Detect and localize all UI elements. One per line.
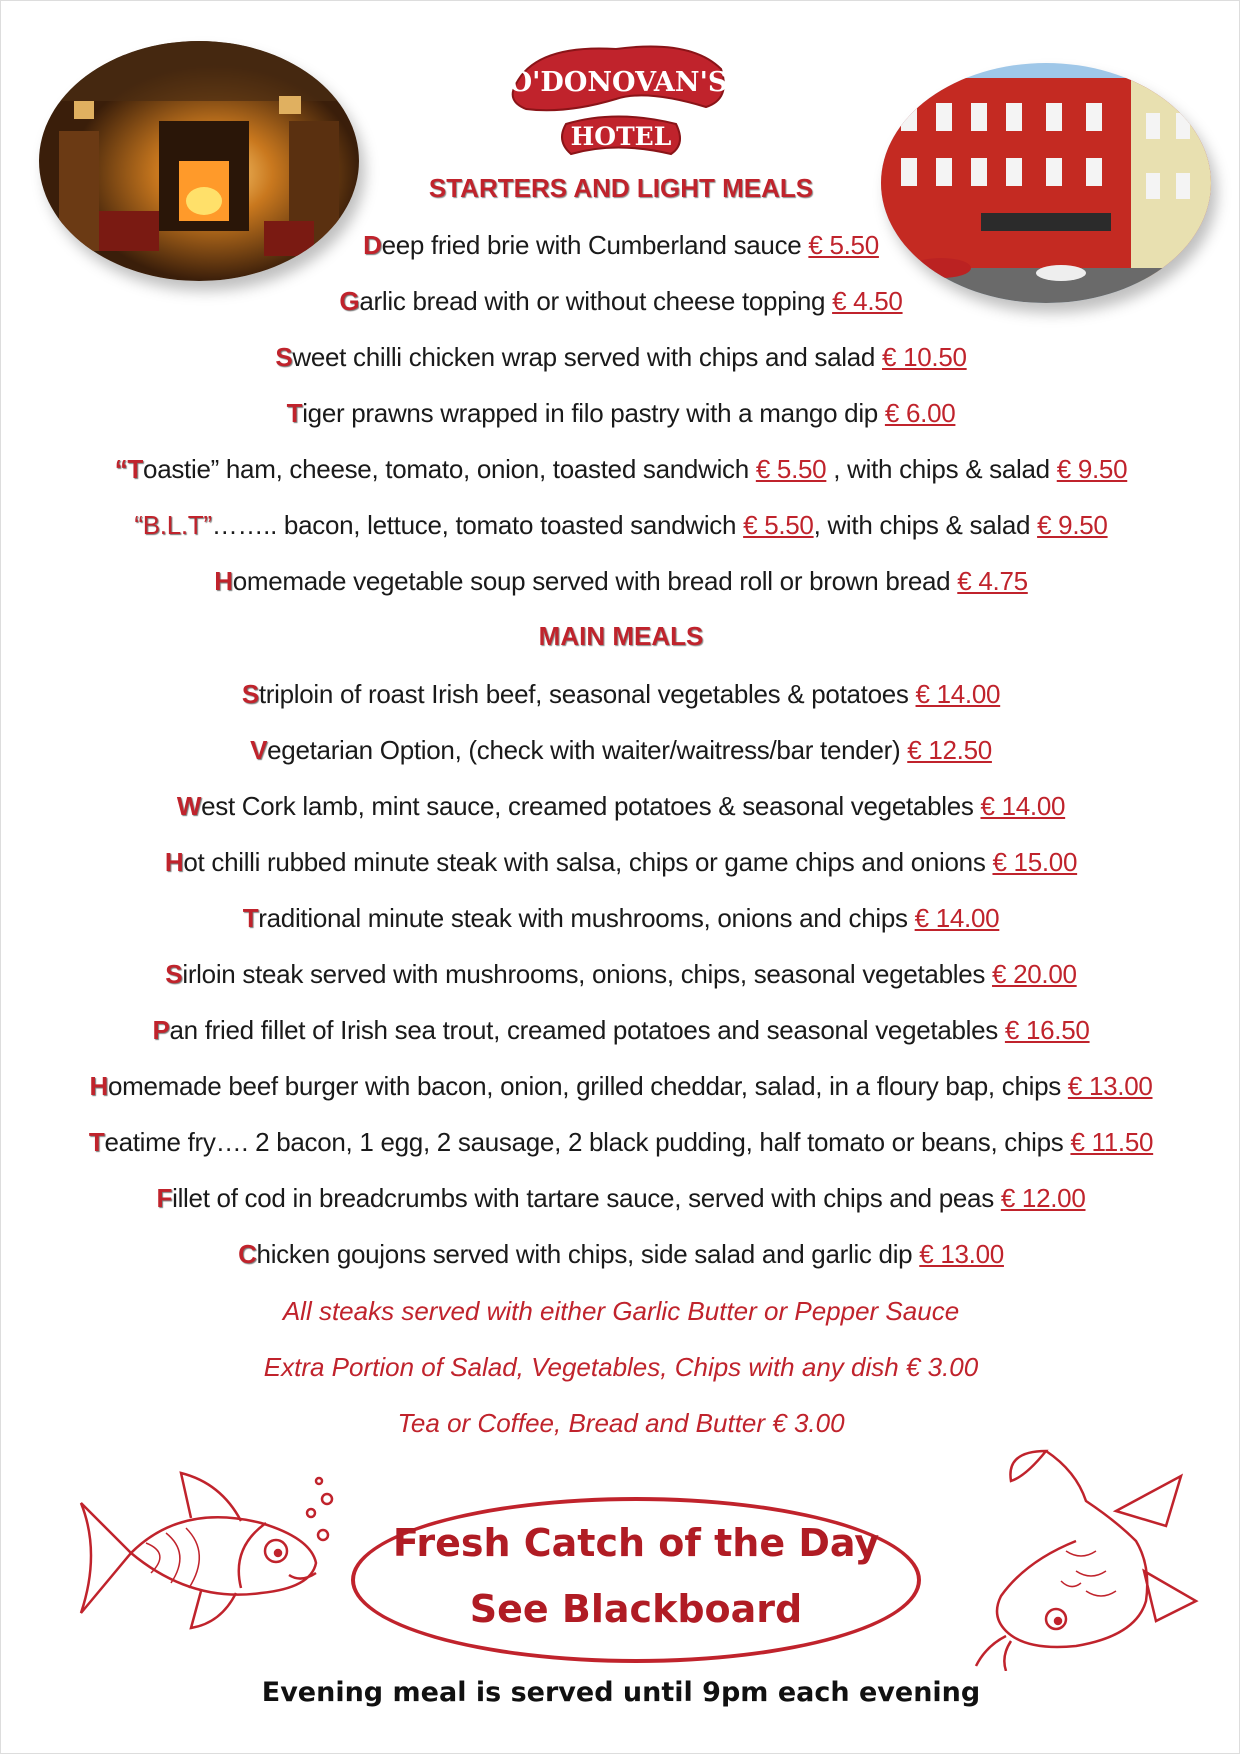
item-price: € 14.00 [915, 679, 1001, 709]
item-price: € 16.50 [1004, 1015, 1090, 1045]
item-price: € 4.50 [832, 286, 903, 316]
item-text: …….. bacon, lettuce, tomato toasted sandwich [211, 510, 744, 540]
menu-item [1, 959, 1240, 990]
item-initial: T [88, 1127, 105, 1157]
item-price: € 12.50 [907, 735, 992, 765]
item-price-2: € 9.50 [1056, 454, 1128, 484]
item-text: hicken goujons served with chips, side salad and garlic dip [256, 1239, 920, 1269]
item-initial: W [176, 791, 202, 821]
footer-note: Evening meal is served until 9pm each evening [261, 1677, 981, 1708]
item-initial: C [238, 1239, 257, 1269]
item-initial: “T [114, 454, 144, 484]
menu-item [1, 679, 1240, 710]
item-initial: T [286, 398, 303, 428]
item-initial: P [152, 1015, 170, 1045]
item-initial: G [339, 286, 360, 316]
item-text: eatime fry…. 2 bacon, 1 egg, 2 sausage, 2 black pudding, half tomato or beans, chips [104, 1127, 1071, 1157]
item-text: eep fried brie with Cumberland sauce [381, 230, 809, 260]
extra-portion-note: Extra Portion of Salad, Vegetables, Chips with any dish € 3.00 [263, 1352, 979, 1382]
hotel-logo [496, 29, 736, 164]
menu-item [1, 230, 1240, 261]
item-price: € 5.50 [755, 454, 827, 484]
logo-text-bottom: HOTEL [570, 122, 672, 151]
logo-text-top: O'DONOVAN'S [508, 67, 728, 98]
item-initial: S [165, 959, 183, 989]
item-initial: H [214, 566, 233, 596]
menu-item [1, 342, 1240, 373]
menu-item [1, 510, 1240, 541]
item-text: oastie” ham, cheese, tomato, onion, toasted sandwich [143, 454, 756, 484]
item-initial: F [156, 1183, 173, 1213]
catch-subtitle: See Blackboard [469, 1587, 803, 1631]
item-initial: V [250, 735, 268, 765]
item-price: € 13.00 [919, 1239, 1004, 1269]
item-price: € 5.50 [808, 230, 879, 260]
mains-heading: MAIN MEALS [538, 621, 704, 651]
item-text: omemade beef burger with bacon, onion, grilled cheddar, salad, in a floury bap, chips [107, 1071, 1068, 1101]
item-price-2: € 9.50 [1037, 510, 1108, 540]
menu-item [1, 566, 1240, 597]
item-text: weet chilli chicken wrap served with chips and salad [292, 342, 882, 372]
item-text-2: , with chips & salad [813, 510, 1038, 540]
menu-item [1, 847, 1240, 878]
starters-heading: STARTERS AND LIGHT MEALS [428, 173, 814, 203]
item-text-2: , with chips & salad [826, 454, 1057, 484]
catch-of-the-day-oval [351, 1497, 921, 1663]
menu-item [1, 398, 1240, 429]
item-text: omemade vegetable soup served with bread roll or brown bread [232, 566, 958, 596]
item-price: € 5.50 [743, 510, 814, 540]
menu-item [1, 454, 1240, 485]
item-price: € 20.00 [992, 959, 1077, 989]
item-text: iger prawns wrapped in filo pastry with a mango dip [302, 398, 885, 428]
koi-fish-icon [966, 1441, 1206, 1671]
item-text: ot chilli rubbed minute steak with salsa, chips or game chips and onions [183, 847, 993, 877]
item-price: € 6.00 [884, 398, 956, 428]
menu-item [1, 1239, 1240, 1270]
item-text: raditional minute steak with mushrooms, onions and chips [258, 903, 915, 933]
menu-item [1, 286, 1240, 317]
menu-item [1, 1127, 1240, 1158]
item-price: € 10.50 [882, 342, 967, 372]
item-text: arlic bread with or without cheese topping [359, 286, 833, 316]
item-text: illet of cod in breadcrumbs with tartare sauce, served with chips and peas [172, 1183, 1001, 1213]
item-text: triploin of roast Irish beef, seasonal vegetables & potatoes [258, 679, 916, 709]
item-initial: H [164, 847, 184, 877]
menu-item [1, 1015, 1240, 1046]
item-price: € 15.00 [992, 847, 1078, 877]
catch-title: Fresh Catch of the Day [392, 1521, 880, 1565]
steak-sauce-note: All steaks served with either Garlic Butter or Pepper Sauce [282, 1296, 960, 1326]
tea-coffee-note: Tea or Coffee, Bread and Butter € 3.00 [397, 1408, 845, 1438]
menu-item [1, 903, 1240, 934]
item-initial: S [241, 679, 259, 709]
item-price: € 4.75 [957, 566, 1028, 596]
item-price: € 14.00 [914, 903, 1000, 933]
item-initial: T [242, 903, 259, 933]
menu-item [1, 735, 1240, 766]
menu-item [1, 1071, 1240, 1102]
item-price: € 13.00 [1067, 1071, 1153, 1101]
cartoon-fish-icon [71, 1463, 341, 1643]
item-initial: D [363, 230, 382, 260]
item-text: an fried fillet of Irish sea trout, creamed potatoes and seasonal vegetables [169, 1015, 1005, 1045]
item-price: € 14.00 [980, 791, 1066, 821]
item-text: est Cork lamb, mint sauce, creamed potatoes & seasonal vegetables [201, 791, 981, 821]
item-text: irloin steak served with mushrooms, onions, chips, seasonal vegetables [182, 959, 993, 989]
item-initial: S [275, 342, 293, 372]
menu-item [1, 1183, 1240, 1214]
item-text: egetarian Option, (check with waiter/waitress/bar tender) [267, 735, 908, 765]
item-initial: “B.L.T” [134, 510, 212, 540]
item-price: € 12.00 [1000, 1183, 1086, 1213]
menu-item [1, 791, 1240, 822]
item-price: € 11.50 [1070, 1127, 1154, 1157]
item-initial: H [89, 1071, 108, 1101]
